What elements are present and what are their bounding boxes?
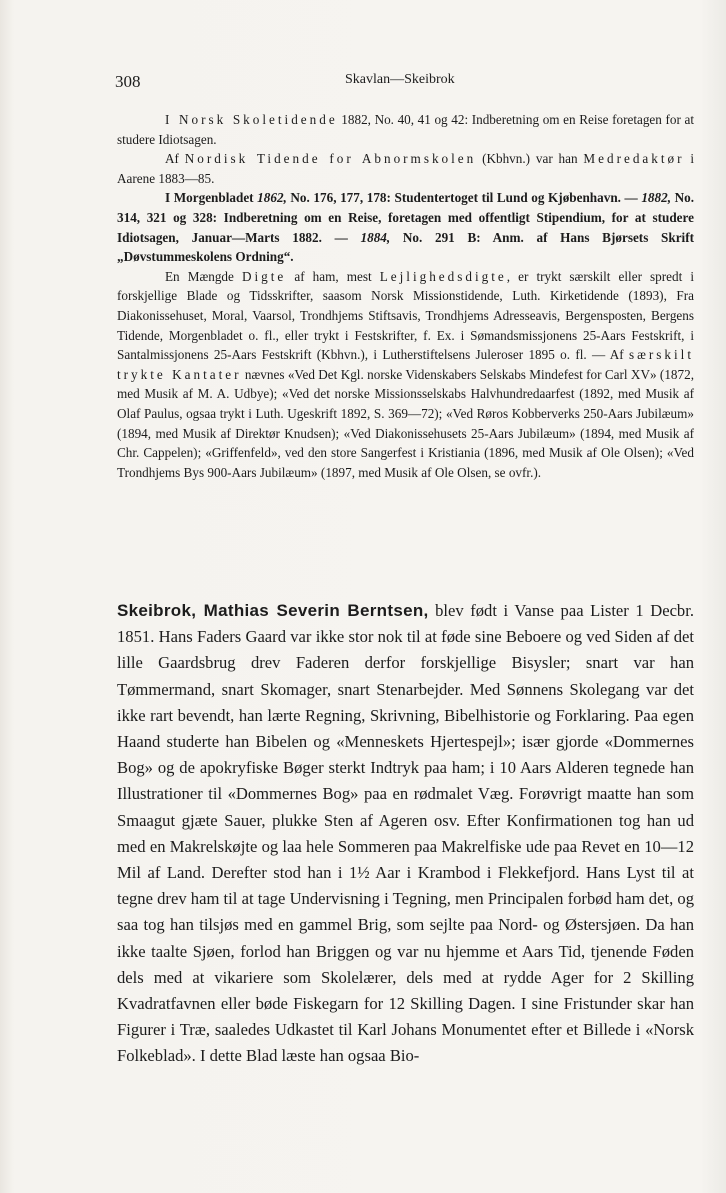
main-entry xyxy=(117,598,694,1070)
page-number: 308 xyxy=(115,72,141,91)
page-header xyxy=(115,70,695,98)
bibliography-paragraph: Af Nordisk Tidende for Abnormskolen (Kbhvn.) var han Medredaktør i Aarene 1883—85. xyxy=(117,151,695,186)
bibliography-paragraph: En Mængde Digte af ham, mest Lejlighedsdigte, er trykt særskilt eller spredt i forskjellige Blade og Tidsskrifter, saasom Norsk Missionstidende, Luth. Kirketidende (1893), Fra Diakonissehuset, Moral, Vaarsol, Trondhjems Stiftsavis, Trondhjems Adresseavis, Bergensposten, Bergens Tidende, Morgenbladet o. fl., eller trykt i Festskrifter, f. Ex. i Sømandsmissjonens 25-Aars Festskrift, i Santalmissjonens 25-Aars Festskrift (Kbhvn.), i Lutherstiftelsens Juleroser 1895 o. fl. — Af særskilt trykte Kantater nævnes «Ved Det Kgl. norske Videnskabers Selskabs Mindefest for Carl XV» (1872, med Musik af M. A. Udbye); «Ved det norske Missionsselskabs Halvhundredaarfest (1892, med Musik af Olaf Paulus, ogsaa trykt i Luth. Ugeskrift 1892, S. 369—72); «Ved Røros Kobberverks 250-Aars Jubilæum» (1894, med Musik af Direktør Knudsen); «Ved Diakonissehusets 25-Aars Jubilæum» (1894, med Musik af Chr. Cappelen); «Griffenfeld», ved den store Sangerfest i Kristiania (1896, med Musik af Ole Olsen); «Ved Trondhjems Bys 900-Aars Jubilæum» (1897, med Musik af Ole Olsen, se ovfr.). xyxy=(117,268,694,480)
entry-headword: Skeibrok, Mathias Severin Berntsen, xyxy=(117,601,429,620)
entry-text: blev født i Vanse paa Lister 1 Decbr. 1851. Hans Faders Gaard var ikke stor nok til at føde sine Beboere og ved Siden af det lille Gaardsbrug drev Faderen derfor forskjellige Bisysler; snart var han Tømmermand, snart Skomager, snart Stenarbejder. Med Sønnens Skolegang var det ikke rart bevendt, han lærte Regning, Skrivning, Bibelhistorie og Forklaring. Paa egen Haand studerte han Bibelen og «Menneskets Hjertespejl»; især gjorde «Dommernes Bog» og de apokryfiske Bøger sterkt Indtryk paa ham; i 10 Aars Alderen tegnede han Illustrationer til «Dommernes Bog» paa en rødmalet Væg. Forøvrigt maatte han som Smaagut gjæte Sauer, plukke Sten af Ageren osv. Efter Konfirmationen tog han ud med en Makrelskøjte og laa hele Sommeren paa Makrelfiske ude paa Revet en 10—12 Mil af Land. Derefter stod han i 1½ Aar i Krambod i Flekkefjord. Hans Lyst til at tegne drev ham til at tage Undervisning i Tegning, men Principalen forbød ham det, og saa tog han tilsjøs med en gammel Brig, som sejlte paa Nord- og Østersjøen. Da han ikke taalte Sjøen, forlod han Briggen og var nu hjemme et Aars Tid, tjenende Føden dels med at vikariere som Skolelærer, dels med at rydde Ager for 2 Skilling Kvadratfavnen eller bøde Fiskegarn for 12 Skilling Dagen. I sine Fristunder skar han Figurer i Træ, saaledes Udkastet til Karl Johans Monumentet efter et Billede i «Norsk Folkeblad». I dette Blad læste han ogsaa Bio- xyxy=(117,601,694,1066)
running-title: Skavlan—Skeibrok xyxy=(345,72,455,87)
bibliography-block xyxy=(117,110,694,482)
bibliography-paragraph: I Morgenbladet 1862, No. 176, 177, 178: Studentertoget til Lund og Kjøbenhavn. — 1882, No. 314, 321 og 328: Indberetning om en Reise, foretagen med offentligt Stipendium, for at studere Idiotsagen, Januar—Marts 1882. — 1884, No. 291 B: Anm. af Hans Bjørsets Skrift „Døvstummeskolens Ordning“. xyxy=(117,190,694,265)
main-entry-paragraph xyxy=(117,598,694,1070)
bibliography-paragraph: I Norsk Skoletidende 1882, No. 40, 41 og 42: Indberetning om en Reise foretagen for at studere Idiotsagen. xyxy=(117,112,694,147)
